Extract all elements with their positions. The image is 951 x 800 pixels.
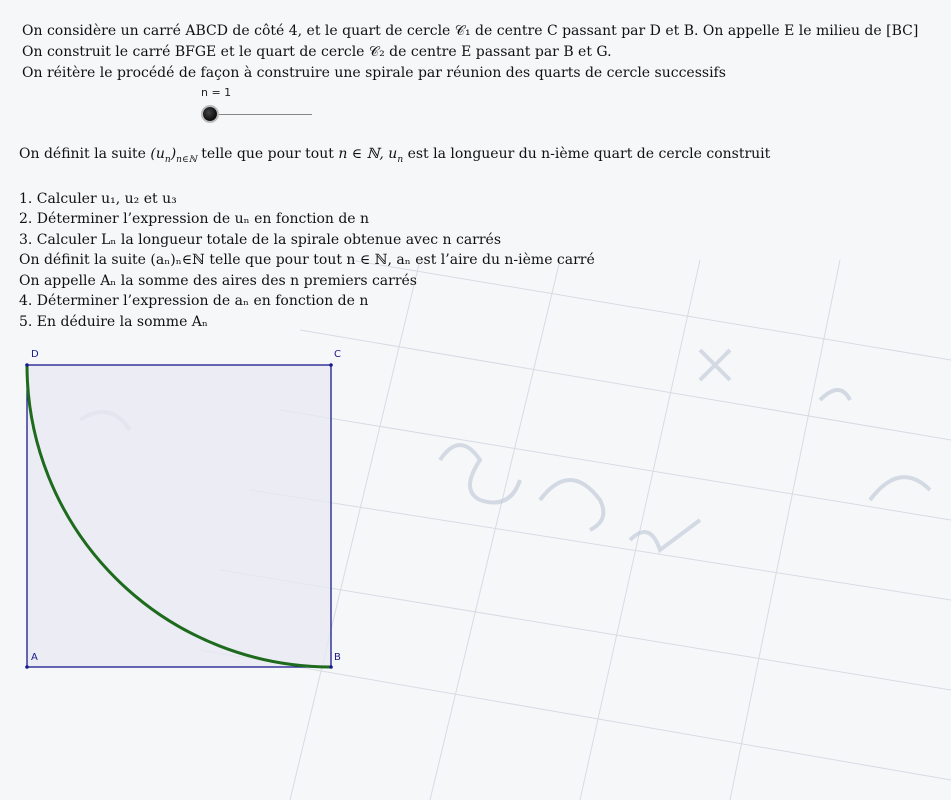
definition-text-d: est la longueur du n-ième quart de cercle construit [403, 146, 771, 162]
question-5: 5. En déduire la somme Aₙ [19, 314, 208, 330]
point-c[interactable] [329, 363, 333, 367]
label-d: D [31, 349, 39, 360]
point-a[interactable] [25, 665, 29, 669]
intro-line-2: On construit le carré BFGE et le quart de cercle 𝒞₂ de centre E passant par B et G. [22, 44, 612, 60]
intro-line-3: On réitère le procédé de façon à construire une spirale par réunion des quarts de cercle successifs [22, 65, 726, 81]
definition-text-b: telle que pour tout [196, 146, 339, 162]
definition-text-c: n ∈ ℕ, u [338, 146, 398, 162]
question-1: 1. Calculer u₁, u₂ et u₃ [19, 191, 177, 207]
sequence-definition [19, 145, 770, 163]
definition-text-a: On définit la suite [19, 146, 151, 162]
definition-seq-close: ) [170, 146, 177, 162]
n-slider[interactable] [196, 86, 326, 120]
slider-knob[interactable] [203, 107, 217, 121]
label-b: B [334, 652, 341, 663]
definition-seq: (u [150, 146, 165, 162]
question-4: 4. Déterminer l’expression de aₙ en fonction de n [19, 293, 369, 309]
definition-index: n∈ℕ [176, 154, 197, 165]
question-3: 3. Calculer Lₙ la longueur totale de la spirale obtenue avec n carrés [19, 232, 502, 248]
label-a: A [31, 652, 38, 663]
square-abcd[interactable] [27, 365, 331, 667]
label-c: C [334, 349, 341, 360]
slider-track[interactable] [212, 114, 312, 115]
definition-seq-sub: n [164, 154, 171, 165]
point-d[interactable] [25, 363, 29, 367]
slider-label: n = 1 [201, 86, 232, 99]
area-sum-definition: On appelle Aₙ la somme des aires des n premiers carrés [19, 273, 417, 289]
geometry-figure[interactable] [0, 330, 360, 680]
definition-c-sub: n [397, 154, 404, 165]
point-b[interactable] [329, 665, 333, 669]
question-2: 2. Déterminer l’expression de uₙ en fonction de n [19, 211, 370, 227]
intro-line-1: On considère un carré ABCD de côté 4, et le quart de cercle 𝒞₁ de centre C passant par D et B. On appelle E le milieu de [BC] [22, 23, 919, 39]
area-definition: On définit la suite (aₙ)ₙ∈ℕ telle que pour tout n ∈ ℕ, aₙ est l’aire du n-ième carré [19, 252, 595, 268]
